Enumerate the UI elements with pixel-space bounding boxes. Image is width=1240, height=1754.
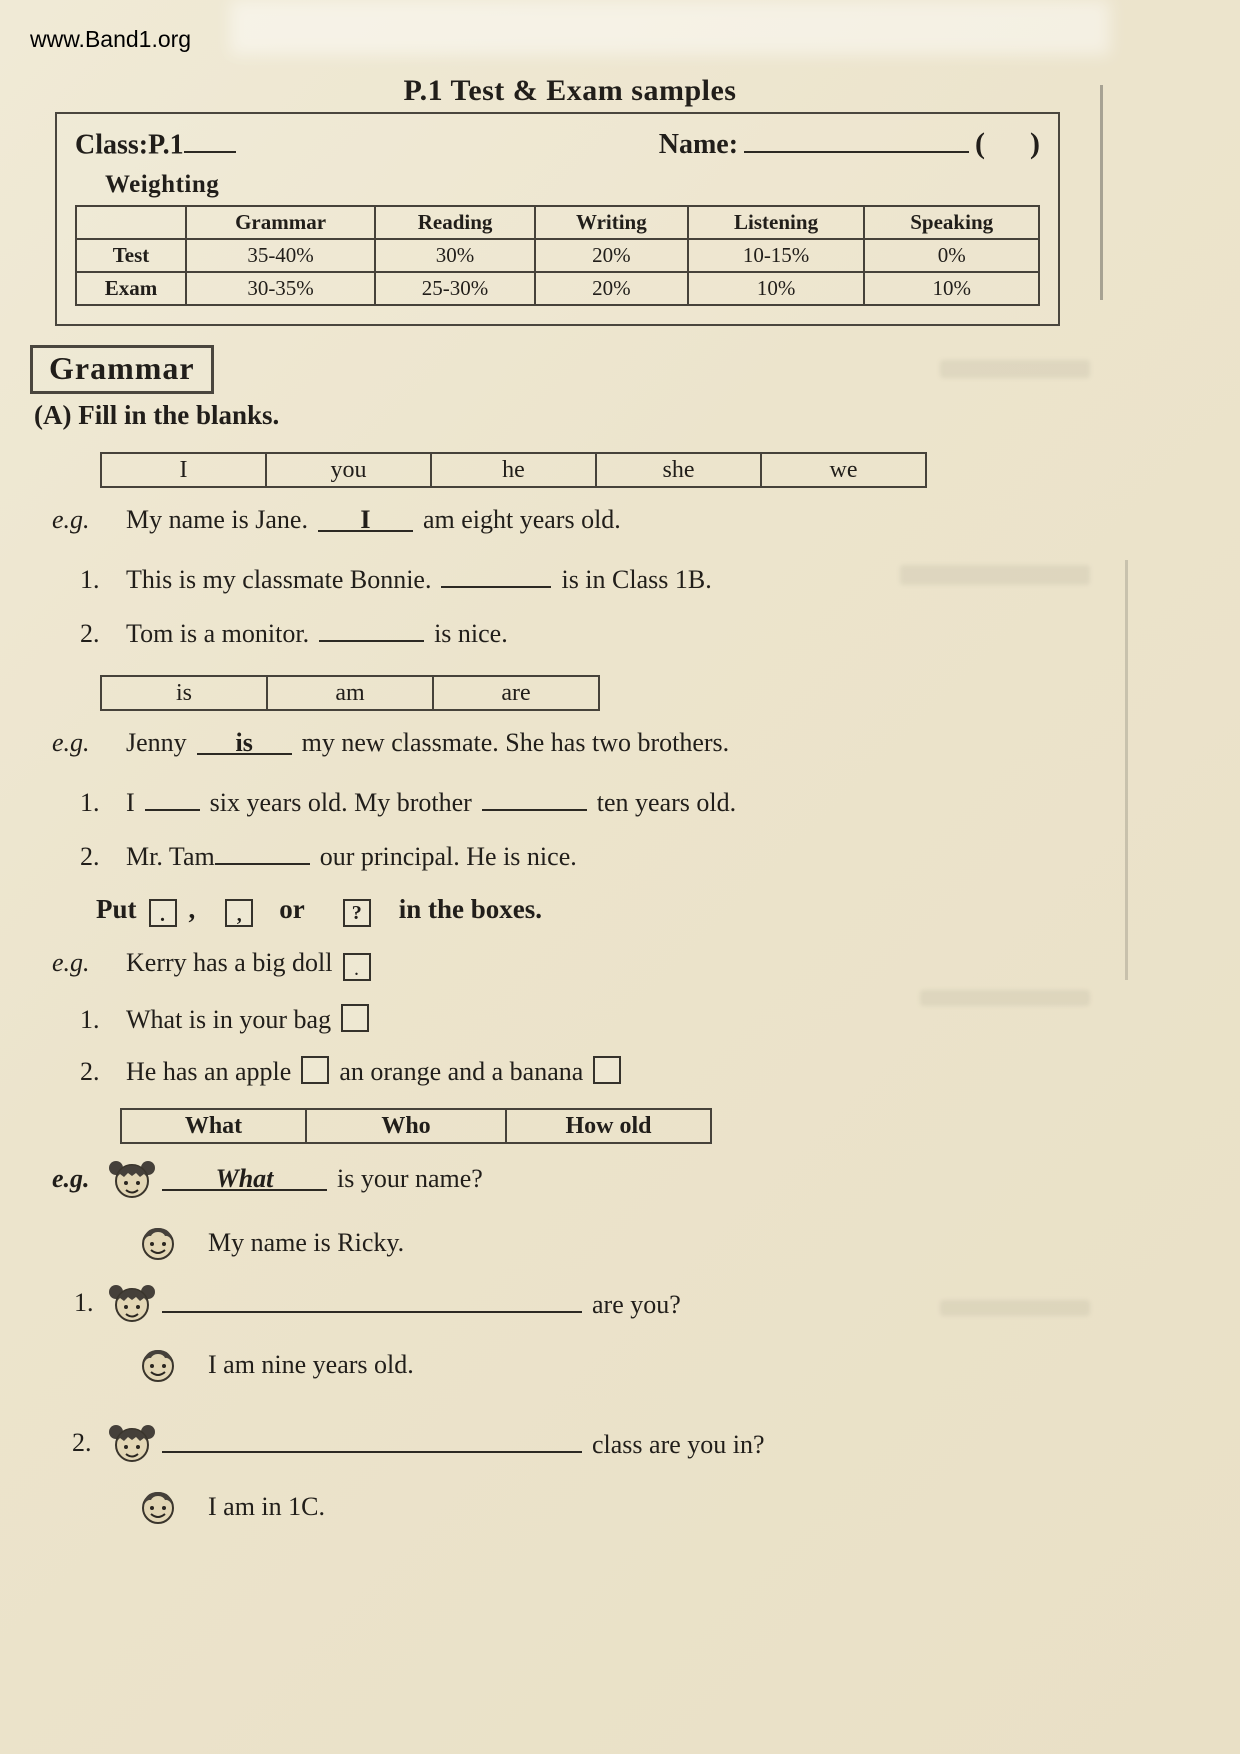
sentence	[126, 1000, 369, 1035]
bleed-through-artifact	[940, 360, 1090, 378]
reply-text: My name is Ricky.	[208, 1228, 405, 1257]
exercise-pronouns	[48, 505, 1108, 653]
answer-blank	[319, 615, 424, 642]
answer-blank	[215, 838, 310, 865]
item-label: 1.	[80, 788, 100, 818]
name-blank-line	[744, 124, 969, 153]
site-watermark: www.Band1.org	[30, 26, 192, 52]
class-blank-line	[184, 124, 236, 153]
class-name-row	[75, 124, 1040, 161]
sentence	[126, 728, 729, 758]
sentence-text: My name is Jane.	[126, 505, 308, 534]
boy-face-icon	[136, 1346, 184, 1384]
example-sentence	[48, 505, 1108, 543]
scan-light-patch	[230, 0, 1110, 55]
answer-blank: is	[197, 728, 292, 755]
cell-value: 0%	[864, 239, 1039, 272]
weighting-header-row	[76, 206, 1039, 239]
class-field	[75, 124, 236, 161]
sentence-text: my new classmate. She has two brothers.	[301, 728, 730, 757]
item-label: 1.	[80, 565, 100, 595]
sentence-text: What is in your bag	[126, 1005, 332, 1034]
sentence	[126, 838, 577, 872]
girl-face-icon	[106, 1421, 162, 1465]
instruction-text: ,	[188, 893, 196, 924]
wordbank-cell: we	[761, 453, 926, 487]
wordbank-row	[101, 676, 599, 710]
instruction-text: Put	[96, 893, 137, 924]
answer-box: .	[343, 953, 371, 981]
name-label: Name:	[658, 129, 739, 161]
sentence	[126, 784, 736, 818]
item-label: 2.	[72, 1428, 92, 1457]
answer-blank	[482, 784, 587, 811]
wordbank-cell: he	[431, 453, 596, 487]
header-box	[55, 112, 1060, 326]
sentence	[126, 561, 712, 595]
punctuation-box-comma: ,	[225, 899, 253, 927]
item-label: e.g.	[52, 505, 90, 534]
question-row	[48, 1279, 1108, 1327]
sentence	[162, 1426, 765, 1460]
wordbank-pronouns	[100, 452, 927, 488]
sentence	[162, 1164, 483, 1194]
item-label: 1.	[80, 1005, 100, 1034]
class-number-brackets: ( )	[975, 127, 1040, 161]
wordbank-question-words	[120, 1108, 712, 1144]
instruction-text: in the boxes.	[398, 893, 543, 924]
sentence-text: is in Class 1B.	[561, 565, 712, 595]
weighting-col-writing: Writing	[535, 206, 688, 239]
sentence-text: He has an apple	[126, 1057, 292, 1086]
answer-blank	[162, 1286, 582, 1313]
question-sentence	[48, 1052, 1108, 1090]
sentence-text: class are you in?	[592, 1430, 765, 1460]
wordbank-row	[121, 1109, 711, 1143]
wordbank-cell: am	[267, 676, 433, 710]
boy-face-icon	[136, 1488, 184, 1526]
punctuation-instruction	[48, 890, 1108, 928]
wordbank-cell: Who	[306, 1109, 506, 1143]
wordbank-cell: is	[101, 676, 267, 710]
example-reply-row	[48, 1219, 1108, 1267]
item-label: e.g.	[52, 948, 90, 977]
wordbank-cell: are	[433, 676, 599, 710]
cell-value: 35-40%	[186, 239, 375, 272]
weighting-corner-cell	[76, 206, 186, 239]
cell-value: 10%	[688, 272, 865, 305]
wordbank-verbs	[100, 675, 600, 711]
girl-face-icon	[106, 1281, 162, 1325]
example-sentence	[48, 728, 1108, 766]
cell-value: 30-35%	[186, 272, 375, 305]
question-row	[48, 1419, 1108, 1467]
wordbank-row	[101, 453, 926, 487]
sentence-text: ten years old.	[596, 788, 737, 818]
item-label: e.g.	[52, 1164, 90, 1193]
weighting-row-test	[76, 239, 1039, 272]
sentence	[126, 948, 371, 978]
cell-value: 25-30%	[375, 272, 535, 305]
weighting-col-speaking: Speaking	[864, 206, 1039, 239]
item-label: 2.	[80, 1057, 100, 1086]
wordbank-cell: she	[596, 453, 761, 487]
page-title: P.1 Test & Exam samples	[403, 74, 737, 107]
sentence-text: are you?	[592, 1290, 681, 1320]
sentence-text: Mr. Tam	[126, 842, 215, 872]
item-label: 1.	[74, 1288, 94, 1317]
question-sentence	[48, 615, 1108, 653]
sentence-text: is your name?	[337, 1164, 483, 1193]
question-sentence	[48, 784, 1108, 822]
wordbank-cell: you	[266, 453, 431, 487]
weighting-label: Weighting	[105, 171, 220, 199]
question-sentence	[48, 1000, 1108, 1038]
answer-box	[341, 1004, 369, 1032]
sentence-text: Jenny	[126, 728, 187, 757]
answer-blank: I	[318, 505, 413, 532]
example-question-row	[48, 1155, 1108, 1203]
sentence	[126, 1052, 621, 1087]
weighting-table	[75, 205, 1040, 306]
girl-face-icon	[106, 1157, 162, 1201]
scan-edge-line	[1100, 85, 1103, 300]
sentence-text: am eight years old.	[422, 505, 621, 534]
reply-row	[48, 1341, 1108, 1389]
cell-value: 10-15%	[688, 239, 865, 272]
reply-row	[48, 1483, 1108, 1531]
answer-box	[301, 1056, 329, 1084]
sentence-text: six years old. My brother	[209, 788, 472, 818]
sentence-text: an orange and a banana	[339, 1057, 584, 1086]
sentence-text: our principal. He is nice.	[319, 842, 577, 872]
sentence-text: This is my classmate Bonnie.	[126, 565, 432, 595]
wordbank-cell: How old	[506, 1109, 711, 1143]
sentence-text: Kerry has a big doll	[126, 948, 333, 977]
item-label: e.g.	[52, 728, 90, 757]
exercise-dialogue	[48, 1155, 1108, 1531]
cell-value: 30%	[375, 239, 535, 272]
class-label: Class:P.1	[75, 129, 184, 161]
example-sentence	[48, 948, 1108, 986]
answer-blank: What	[162, 1164, 327, 1191]
weighting-col-reading: Reading	[375, 206, 535, 239]
part-a-heading: (A) Fill in the blanks.	[34, 400, 280, 430]
reply-text: I am nine years old.	[208, 1350, 414, 1379]
answer-blank	[145, 784, 200, 811]
sentence	[126, 505, 621, 535]
instruction-text: or	[279, 893, 305, 924]
exercise-punctuation	[48, 890, 1108, 1090]
wordbank-cell: What	[121, 1109, 306, 1143]
row-label: Test	[76, 239, 186, 272]
weighting-row-exam	[76, 272, 1039, 305]
boy-face-icon	[136, 1224, 184, 1262]
sentence	[162, 1286, 681, 1320]
question-sentence	[48, 561, 1108, 599]
weighting-col-listening: Listening	[688, 206, 865, 239]
sentence	[126, 615, 508, 649]
cell-value: 20%	[535, 272, 688, 305]
exercise-verbs	[48, 728, 1108, 876]
question-sentence	[48, 838, 1108, 876]
item-label: 2.	[80, 619, 100, 649]
answer-box	[593, 1056, 621, 1084]
sentence-text: I	[126, 788, 135, 818]
answer-blank	[441, 561, 551, 588]
punctuation-box-period: .	[149, 899, 177, 927]
scan-edge-line	[1125, 560, 1128, 980]
cell-value: 10%	[864, 272, 1039, 305]
name-field	[659, 124, 1040, 161]
sentence-text: is nice.	[434, 619, 508, 649]
section-title-grammar: Grammar	[30, 345, 214, 394]
reply-text: I am in 1C.	[208, 1492, 325, 1521]
cell-value: 20%	[535, 239, 688, 272]
answer-blank	[162, 1426, 582, 1453]
row-label: Exam	[76, 272, 186, 305]
punctuation-box-question: ?	[343, 899, 371, 927]
weighting-col-grammar: Grammar	[186, 206, 375, 239]
wordbank-cell: I	[101, 453, 266, 487]
sentence-text: Tom is a monitor.	[126, 619, 310, 649]
item-label: 2.	[80, 842, 100, 872]
